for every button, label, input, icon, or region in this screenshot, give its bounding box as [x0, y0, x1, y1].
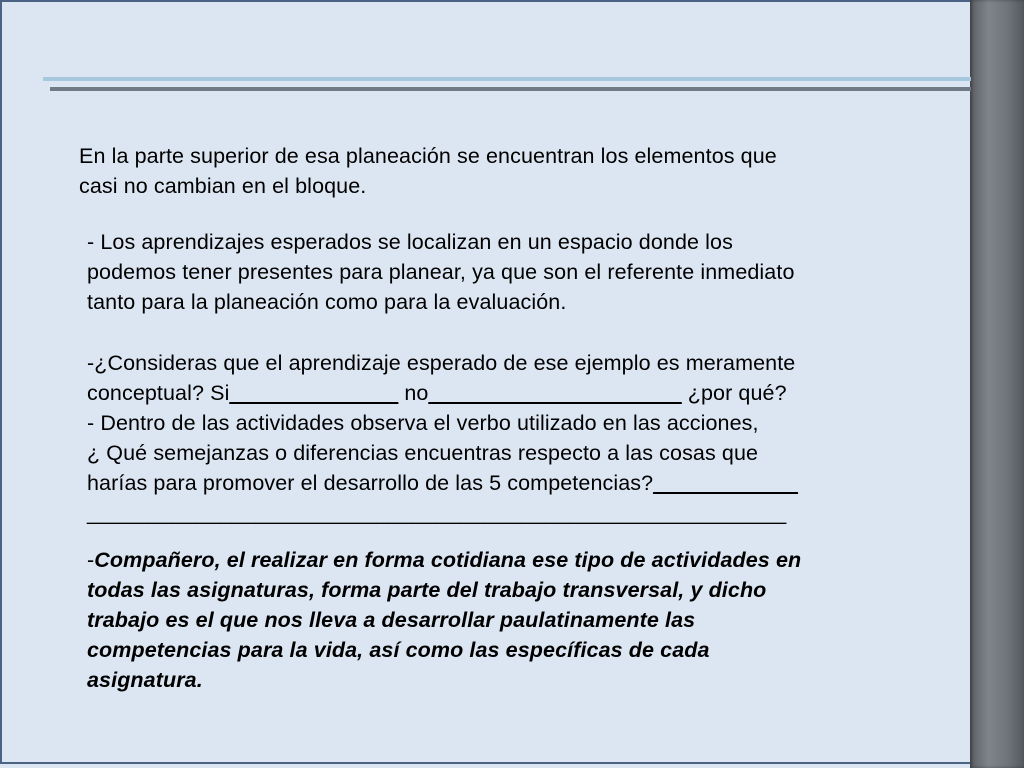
question-text: conceptual? Si	[87, 381, 230, 405]
question-text: ¿por qué?	[681, 381, 787, 405]
question-line: ¿ Qué semejanzas o diferencias encuentras respecto a las cosas que	[87, 441, 759, 465]
closing-line: todas las asignaturas, forma parte del trabajo transversal, y dicho	[87, 578, 767, 602]
intro-line: casi no cambian en el bloque.	[79, 174, 367, 198]
si-answer-blank[interactable]: ______________	[229, 381, 399, 405]
answer-blank-line[interactable]: __________________________________________________________	[87, 501, 787, 525]
title-line-light	[43, 77, 971, 81]
paragraph-gap	[87, 317, 957, 348]
question-line: -¿Consideras que el aprendizaje esperado de ese ejemplo es meramente	[87, 351, 796, 375]
aprendizajes-line: - Los aprendizajes esperados se localizan en un espacio donde los	[87, 230, 733, 254]
closing-line	[87, 545, 957, 575]
closing-line: asignatura.	[87, 668, 203, 692]
paragraph-gap	[87, 528, 957, 545]
intro-paragraph	[79, 141, 959, 201]
right-decorative-band	[970, 0, 1024, 768]
question-line-answers	[87, 378, 957, 408]
intro-line: En la parte superior de esa planeación se encuentran los elementos que	[79, 144, 777, 168]
aprendizajes-line: podemos tener presentes para planear, ya que son el referente inmediato	[87, 260, 795, 284]
no-answer-blank[interactable]: _____________________	[428, 381, 682, 405]
closing-dash: -	[87, 548, 95, 572]
title-line-dark	[50, 87, 971, 91]
question-text: harías para promover el desarrollo de las 5 competencias?	[87, 471, 654, 495]
question-line-competencias	[87, 468, 957, 498]
competencias-answer-blank[interactable]: ____________	[653, 471, 798, 495]
question-text: no	[398, 381, 429, 405]
question-line: - Dentro de las actividades observa el verbo utilizado en las acciones,	[87, 411, 759, 435]
closing-line: competencias para la vida, así como las específicas de cada	[87, 638, 710, 662]
aprendizajes-line: tanto para la planeación como para la evaluación.	[87, 290, 567, 314]
closing-text: Compañero, el realizar en forma cotidiana ese tipo de actividades en	[94, 548, 802, 572]
body-text	[87, 227, 957, 695]
closing-line: trabajo es el que nos lleva a desarrollar paulatinamente las	[87, 608, 696, 632]
